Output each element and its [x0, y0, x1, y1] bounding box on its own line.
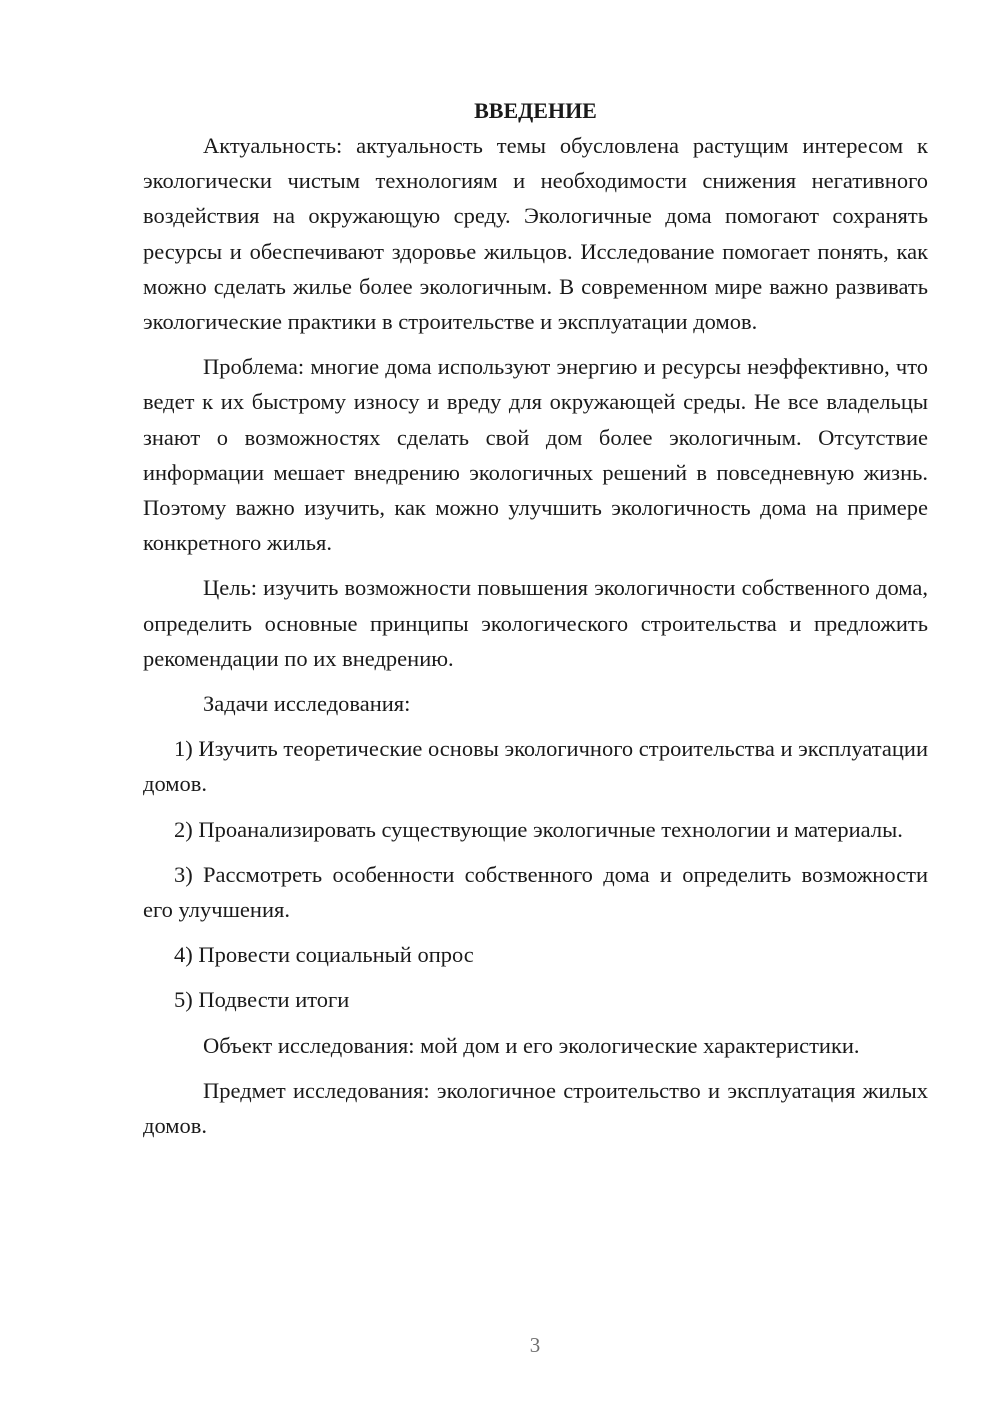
paragraph-subject: Предмет исследования: экологичное строительство и эксплуатация жилых домов.	[143, 1077, 928, 1139]
tasks-heading: Задачи исследования:	[203, 691, 411, 717]
page-number: 3	[529, 1333, 541, 1357]
paragraph-goal: Цель: изучить возможности повышения экологичности собственного дома, определить основные принципы экологического строительства и предложить рекомендации по их внедрению.	[143, 575, 928, 671]
document-page	[143, 94, 928, 1153]
section-title: ВВЕДЕНИЕ	[474, 98, 597, 123]
paragraph-relevance: Актуальность: актуальность темы обусловлена растущим интересом к экологически чистым технологиям и необходимости снижения негативного воздействия на окружающую среду. Экологичные дома помогают сохранять ресурсы и обеспечивают здоровье жильцов. Исследование помогает понять, как можно сделать жилье более экологичным. В современном мире важно развивать экологические практики в строительстве и эксплуатации домов.	[143, 133, 928, 335]
paragraph-object: Объект исследования: мой дом и его экологические характеристики.	[203, 1032, 860, 1058]
task-item-5: 5) Подвести итоги	[174, 987, 350, 1013]
task-item-3: 3) Рассмотреть особенности собственного дома и определить возможности его улучшения.	[143, 861, 928, 923]
task-item-2: 2) Проанализировать существующие экологичные технологии и материалы.	[174, 816, 903, 842]
task-item-4: 4) Провести социальный опрос	[174, 942, 474, 968]
task-item-1: 1) Изучить теоретические основы экологичного строительства и эксплуатации домов.	[143, 736, 928, 797]
paragraph-problem: Проблема: многие дома используют энергию и ресурсы неэффективно, что ведет к их быстрому износу и вреду для окружающей среды. Не все владельцы знают о возможностях сделать свой дом более экологичным. Отсутствие информации мешает внедрению экологичных решений в повседневную жизнь. Поэтому важно изучить, как можно улучшить экологичность дома на примере конкретного жилья.	[143, 354, 928, 556]
